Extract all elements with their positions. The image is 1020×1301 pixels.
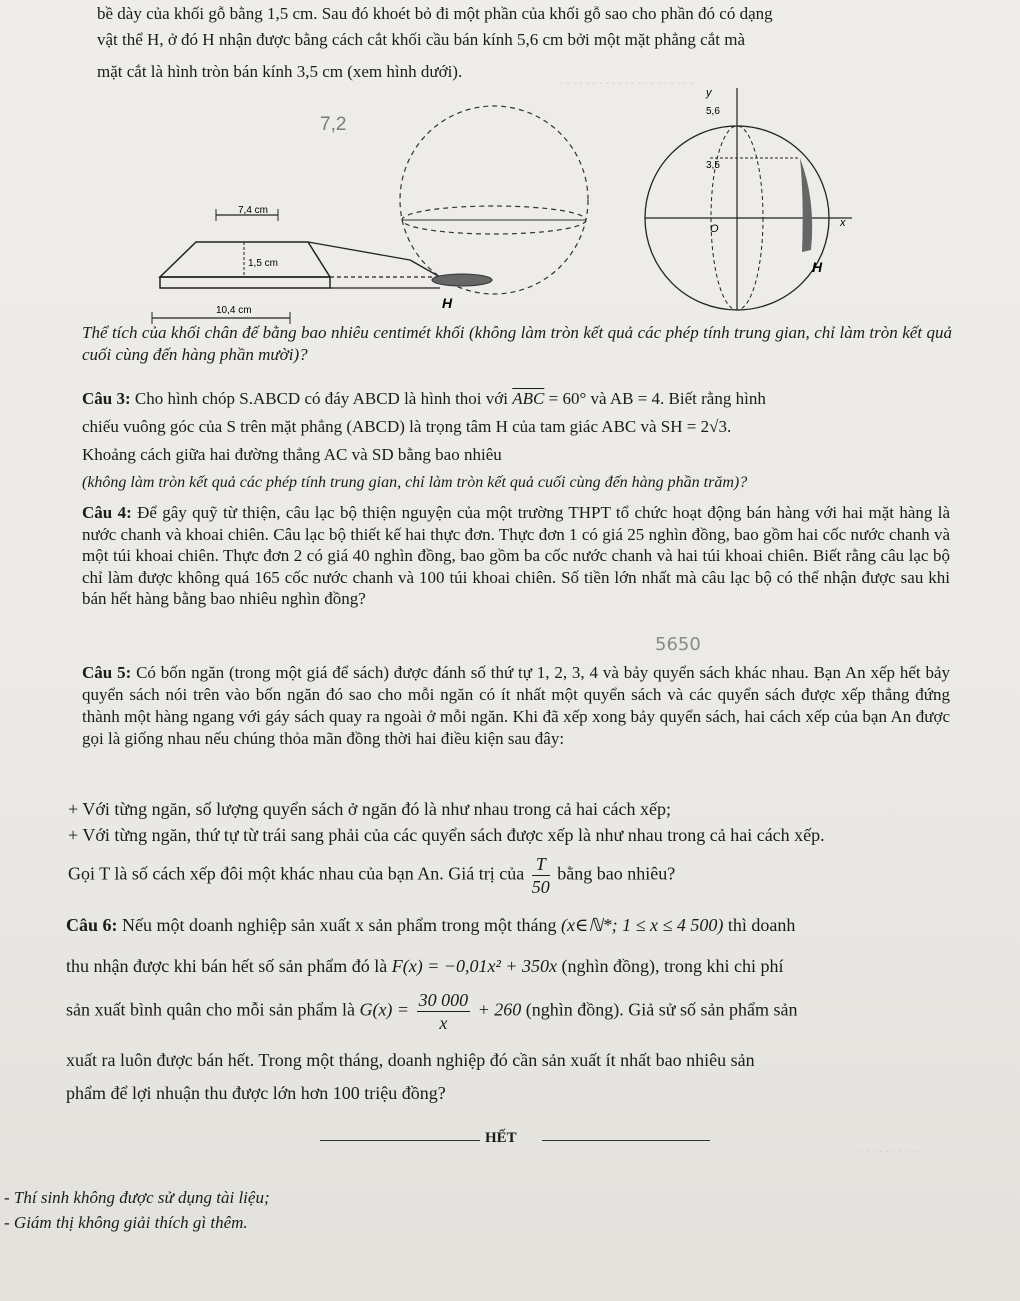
q3-text-4: Khoảng cách giữa hai đường thẳng AC và SD bằng bao nhiêu <box>82 445 502 464</box>
q5-label: Câu 5: <box>82 663 132 682</box>
radius-label: 5,6 <box>706 106 720 117</box>
trapezoid-prism-figure <box>152 205 440 324</box>
intro-line-2: vật thể H, ở đó H nhận được bằng cách cắt khối cầu bán kính 5,6 cm bởi một mặt phẳng cắt mà <box>97 30 746 49</box>
sphere-figure <box>400 106 588 311</box>
cut-radius-label: 3,5 <box>706 160 720 171</box>
q6-gx-right: + 260 <box>477 999 522 1020</box>
figures-illustration <box>140 80 900 325</box>
q6-gx-fraction <box>417 991 471 1032</box>
q5-ask-2: bằng bao nhiêu? <box>557 863 676 884</box>
end-rule-left <box>320 1140 480 1141</box>
trap-top-label: 7,4 cm <box>238 205 269 216</box>
q5-text: Có bốn ngăn (trong một giá để sách) được đánh số thứ tự 1, 2, 3, 4 và bảy quyển sách khác nhau. Bạn An xếp hết bảy quyển sách nói trên vào bốn ngăn đó sao cho mỗi ngăn có ít nhất một quyển sách và các quyển sách được xếp thẳng đứng thành một hàng ngang với gáy sách quay ra ngoài ở mỗi ngăn. Khi đã xếp xong bảy quyển sách, hai cách xếp của bạn An được gọi là giống nhau nếu chúng thỏa mãn đồng thời hai điều kiện sau đây: <box>82 663 951 748</box>
q5-frac-num: T <box>532 855 550 876</box>
q6-text-4: xuất ra luôn được bán hết. Trong một tháng, doanh nghiệp đó cần sản xuất ít nhất bao nhiêu sản <box>66 1050 755 1070</box>
trap-height-label: 1,5 cm <box>248 258 279 269</box>
q6-fx: F(x) = −0,01x² + 350x <box>391 956 558 976</box>
q5-fraction <box>532 855 550 896</box>
question-5 <box>82 662 950 750</box>
q6-gx-left: G(x) = <box>359 999 410 1020</box>
end-marker <box>320 1130 720 1146</box>
end-text: HẾT <box>485 1130 517 1146</box>
bleed-through-text: . . . . . . . . . . . . . . . . . . . . . <box>560 72 694 87</box>
q5-condition-1: + Với từng ngăn, số lượng quyển sách ở ngăn đó là như nhau trong cả hai cách xếp; <box>68 799 672 819</box>
q3-text-1: Cho hình chóp S.ABCD có đáy ABCD là hình thoi với <box>134 389 508 408</box>
intro-line-3: mặt cắt là hình tròn bán kính 3,5 cm (xem hình dưới). <box>97 62 463 81</box>
q5-condition-2: + Với từng ngăn, thứ tự từ trái sang phải của các quyển sách được xếp là như nhau trong cả hai cách xếp. <box>68 825 825 845</box>
q4-label: Câu 4: <box>82 503 132 522</box>
end-rule-right <box>542 1140 710 1141</box>
q3-text-3: chiếu vuông góc của S trên mặt phẳng (ABCD) là trọng tâm H của tam giác ABC và SH = 2√3. <box>82 417 732 436</box>
handwritten-note-72: 7,2 <box>320 114 347 135</box>
q4-text: Để gây quỹ từ thiện, câu lạc bộ thiện nguyện của một trường THPT tổ chức hoạt động bán hàng với hai mặt hàng là nước chanh và khoai chiên. Câu lạc bộ thiết kế hai thực đơn. Thực đơn 1 có giá 25 nghìn đồng, bao gồm hai cốc nước chanh và một túi khoai chiên. Thực đơn 2 có giá 40 nghìn đồng, bao gồm ba cốc nước chanh và hai túi khoai chiên. Biết rằng câu lạc bộ chỉ làm được không quá 165 cốc nước chanh và 100 túi khoai chiên. Số tiền lớn nhất mà câu lạc bộ có thể nhận được sau khi bán hết hàng bằng bao nhiêu nghìn đồng? <box>82 503 950 608</box>
q6-text-3a: sản xuất bình quân cho mỗi sản phẩm là <box>66 999 355 1020</box>
footer-note-2: - Giám thị không giải thích gì thêm. <box>4 1213 248 1232</box>
q3-label: Câu 3: <box>82 389 131 408</box>
axis-x-label: x <box>840 217 846 229</box>
q2-question-text <box>82 322 952 365</box>
question-6 <box>66 915 996 1104</box>
q6-text-3b: (nghìn đồng). Giả sử số sản phẩm sản <box>525 999 798 1020</box>
origin-label: O <box>710 223 719 235</box>
bleed-through-text: . . . . . . . . . . <box>860 1140 922 1155</box>
q6-text-1b: thì doanh <box>727 915 796 935</box>
trap-bottom-label: 10,4 cm <box>216 305 252 316</box>
q6-text-2a: thu nhận được khi bán hết số sản phẩm đó là <box>66 956 388 976</box>
q3-text-5: (không làm tròn kết quả các phép tính trung gian, chỉ làm tròn kết quả cuối cùng đến hàng phần trăm)? <box>82 474 748 491</box>
q6-gx-den: x <box>439 1013 448 1033</box>
cut-h-label: H <box>812 259 823 275</box>
sphere-h-label: H <box>442 295 453 311</box>
q5-ask-1: Gọi T là số cách xếp đôi một khác nhau của bạn An. Giá trị của <box>68 863 525 884</box>
handwritten-answer-q4: 5650 <box>655 634 701 655</box>
axis-y-label: y <box>706 87 712 99</box>
q6-text-2b: (nghìn đồng), trong khi chi phí <box>561 956 784 976</box>
question-3 <box>82 385 950 497</box>
footer-note-1: - Thí sinh không được sử dụng tài liệu; <box>4 1188 270 1207</box>
q6-text-1: Nếu một doanh nghiệp sản xuất x sản phẩm trong một tháng <box>122 915 557 935</box>
q2-text: Thể tích của khối chân đế bằng bao nhiêu centimét khối (không làm tròn kết quả các phép tính trung gian, chỉ làm tròn kết quả cuối cùng đến hàng phần mười)? <box>82 323 952 364</box>
q5-ask <box>68 855 675 896</box>
question-4 <box>82 502 950 610</box>
q6-text-5: phẩm để lợi nhuận thu được lớn hơn 100 triệu đồng? <box>66 1083 446 1103</box>
q6-label: Câu 6: <box>66 915 118 935</box>
q6-condition: (x∈ℕ*; 1 ≤ x ≤ 4 500) <box>560 915 724 935</box>
q3-text-2: = 60° và AB = 4. Biết rằng hình <box>548 389 766 408</box>
q5-frac-den: 50 <box>531 877 550 897</box>
q6-gx-num: 30 000 <box>418 990 469 1010</box>
coordinate-sphere-figure <box>645 87 852 310</box>
intro-line-1: bề dày của khối gỗ bằng 1,5 cm. Sau đó khoét bỏ đi một phần của khối gỗ sao cho phần đó có dạng <box>97 4 773 23</box>
q3-angle: $\overline{ABC}$ <box>512 389 545 408</box>
